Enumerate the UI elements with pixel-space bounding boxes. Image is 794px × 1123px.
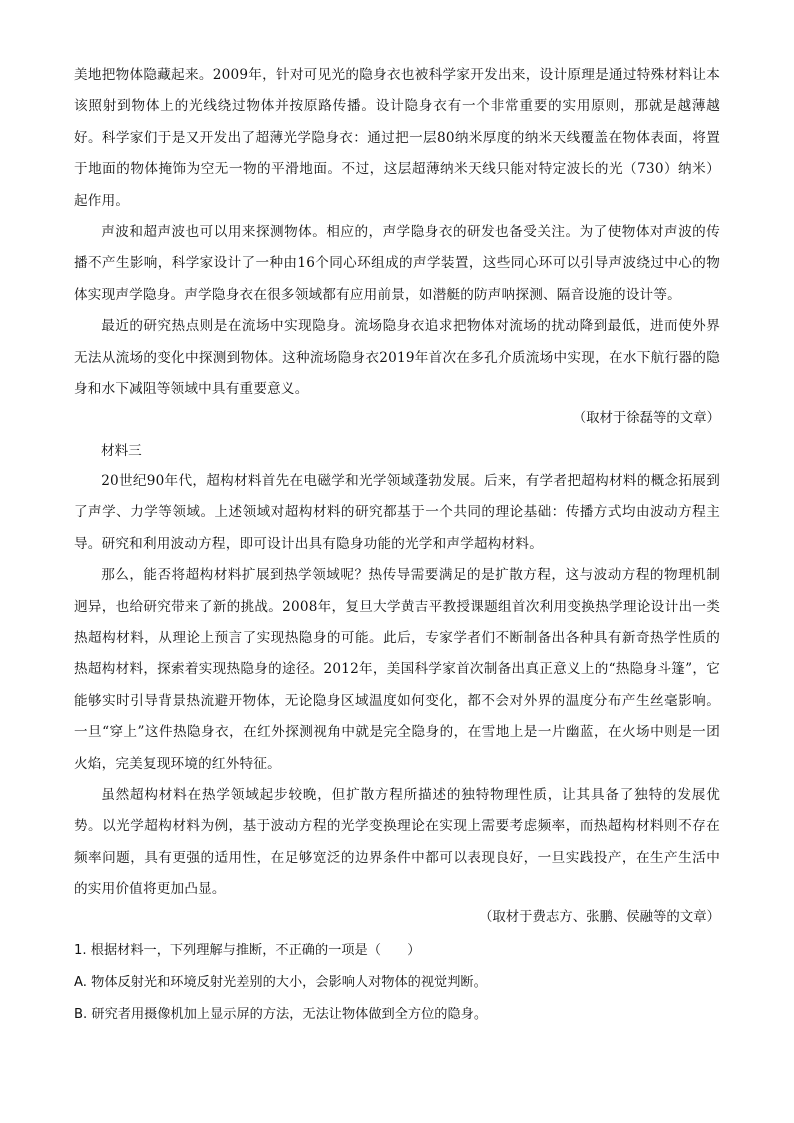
question-1-stem: 1. 根据材料一，下列理解与推断，不正确的一项是（ ） <box>74 943 421 958</box>
material-three-heading: 材料三 <box>101 443 142 459</box>
material-three-source: （取材于费志方、张鹏、侯融等的文章） <box>478 910 720 925</box>
material-two-paragraph-3: 最近的研究热点则是在流场中实现隐身。流场隐身衣追求把物体对流场的扰动降到最低，进而使外界无法从流场的变化中探测到物体。这种流场隐身衣2019年首次在多孔介质流场中实现，在水下航行器的隐身和水下减阻等领域中具有重要意义。 <box>74 318 720 398</box>
material-two-paragraph-1: 美地把物体隐藏起来。2009年，针对可见光的隐身衣也被科学家开发出来，设计原理是通过特殊材料让本该照射到物体上的光线绕过物体并按原路传播。设计隐身衣有一个非常重要的实用原则，那就是越薄越好。科学家们于是又开发出了超薄光学隐身衣：通过把一层80纳米厚度的纳米天线覆盖在物体表面，将置于地面的物体掩饰为空无一物的平滑地面。不过，这层超薄纳米天线只能对特定波长的光（730）纳米）起作用。 <box>74 67 720 209</box>
question-1-option-b[interactable]: B. 研究者用摄像机加上显示屏的方法，无法让物体做到全方位的隐身。 <box>74 1007 488 1022</box>
material-two-paragraph-2: 声波和超声波也可以用来探测物体。相应的，声学隐身衣的研发也备受关注。为了使物体对声波的传播不产生影响，科学家设计了一种由16个同心环组成的声学装置，这些同心环可以引导声波绕过中心的物体实现声学隐身。声学隐身衣在很多领域都有应用前景，如潜艇的防声呐探测、隔音设施的设计等。 <box>74 224 720 303</box>
material-three-paragraph-1: 20世纪90年代，超构材料首先在电磁学和光学领域蓬勃发展。后来，有学者把超构材料的概念拓展到了声学、力学等领域。上述领域对超构材料的研究都基于一个共同的理论基础：传播方式均由波动方程主导。研究和利用波动方程，即可设计出具有隐身功能的光学和声学超构材料。 <box>74 473 720 552</box>
material-two-body <box>74 60 720 405</box>
material-three-paragraph-2: 那么，能否将超构材料扩展到热学领域呢？热传导需要满足的是扩散方程，这与波动方程的物理机制迥异，也给研究带来了新的挑战。2008年，复旦大学黄吉平教授课题组首次利用变换热学理论设计出一类热超构材料，从理论上预言了实现热隐身的可能。此后，专家学者们不断制备出各种具有新奇热学性质的热超构材料，探索着实现热隐身的途径。2012年，美国科学家首次制备出真正意义上的“热隐身斗篷”，它能够实时引导背景热流避开物体，无论隐身区域温度如何变化，都不会对外界的温度分布产生丝毫影响。一旦“穿上”这件热隐身衣，在红外探测视角中就是完全隐身的，在雪地上是一片幽蓝，在火场中则是一团火焰，完美复现环境的红外特征。 <box>74 567 720 772</box>
material-three-paragraph-3: 虽然超构材料在热学领域起步较晚，但扩散方程所描述的独特物理性质，让其具备了独特的发展优势。以光学超构材料为例，基于波动方程的光学变换理论在实现上需要考虑频率，而热超构材料则不存在频率问题，具有更强的适用性，在足够宽泛的边界条件中都可以表现良好，一旦实践投产，在生产生活中的实用价值将更加凸显。 <box>74 787 720 898</box>
question-1-option-a[interactable]: A. 物体反射光和环境反射光差别的大小，会影响人对物体的视觉判断。 <box>74 975 487 990</box>
question-1 <box>74 935 720 1031</box>
material-two-source: （取材于徐磊等的文章） <box>572 411 720 426</box>
material-three-body <box>74 466 720 906</box>
